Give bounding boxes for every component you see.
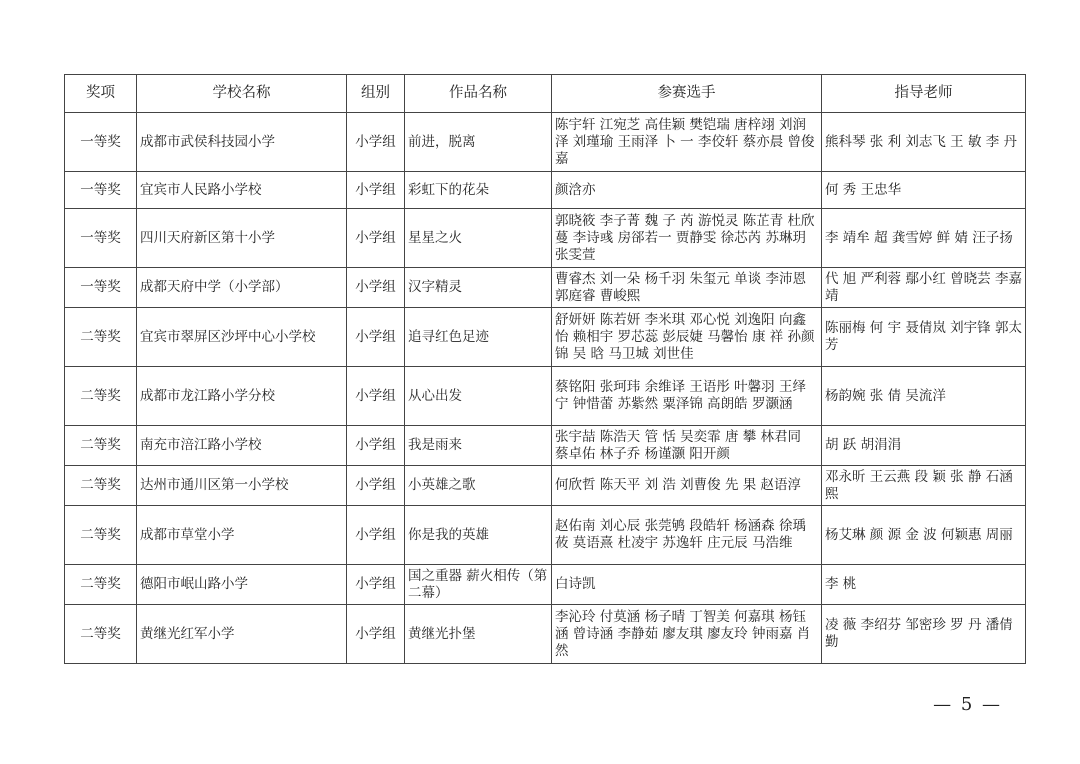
group-cell: 小学组 <box>347 268 405 308</box>
school-cell: 达州市通川区第一小学校 <box>137 466 347 506</box>
teachers-cell: 杨艾琳 颜 源 金 波 何颖惠 周丽 <box>822 506 1026 565</box>
award-cell: 一等奖 <box>65 172 137 209</box>
group-cell: 小学组 <box>347 209 405 268</box>
school-cell: 成都市龙江路小学分校 <box>137 367 347 426</box>
table-row <box>65 113 1026 172</box>
work-cell: 国之重器 薪火相传（第二幕） <box>405 565 552 605</box>
teachers-cell: 何 秀 王忠华 <box>822 172 1026 209</box>
work-cell: 汉字精灵 <box>405 268 552 308</box>
players-cell: 陈宇轩 江宛芝 高佳颖 樊铠瑞 唐梓翊 刘润泽 刘瑾瑜 王雨泽 卜 一 李佼轩 蔡亦晨 曾俊嘉 <box>552 113 822 172</box>
header-teachers: 指导老师 <box>822 75 1026 113</box>
group-cell: 小学组 <box>347 172 405 209</box>
award-cell: 二等奖 <box>65 367 137 426</box>
players-cell: 颜浛亦 <box>552 172 822 209</box>
table-row <box>65 426 1026 466</box>
school-cell: 四川天府新区第十小学 <box>137 209 347 268</box>
players-cell: 蔡铭阳 张珂玮 余维译 王语彤 叶馨羽 王绎宁 钟惜蕾 苏紫然 粟泽锦 高朗皓 罗灏涵 <box>552 367 822 426</box>
group-cell: 小学组 <box>347 506 405 565</box>
group-cell: 小学组 <box>347 367 405 426</box>
header-school: 学校名称 <box>137 75 347 113</box>
table-row <box>65 506 1026 565</box>
group-cell: 小学组 <box>347 426 405 466</box>
players-cell: 何欣哲 陈天平 刘 浩 刘曹俊 先 果 赵语淳 <box>552 466 822 506</box>
table-row <box>65 209 1026 268</box>
work-cell: 我是雨来 <box>405 426 552 466</box>
teachers-cell: 李 桃 <box>822 565 1026 605</box>
award-cell: 二等奖 <box>65 565 137 605</box>
work-cell: 彩虹下的花朵 <box>405 172 552 209</box>
school-cell: 德阳市岷山路小学 <box>137 565 347 605</box>
teachers-cell: 邓永昕 王云燕 段 颖 张 静 石涵熙 <box>822 466 1026 506</box>
table-row <box>65 268 1026 308</box>
group-cell: 小学组 <box>347 565 405 605</box>
players-cell: 舒妍妍 陈若妍 李米琪 邓心悦 刘逸阳 向鑫怡 赖相宇 罗芯蕊 彭辰婕 马馨怡 康 祥 孙颜锦 吴 晗 马卫城 刘世佳 <box>552 308 822 367</box>
teachers-cell: 陈丽梅 何 宇 聂倩岚 刘宇锋 郭太芳 <box>822 308 1026 367</box>
table-row <box>65 605 1026 664</box>
table-row <box>65 367 1026 426</box>
school-cell: 成都市草堂小学 <box>137 506 347 565</box>
table-row <box>65 172 1026 209</box>
school-cell: 黄继光红军小学 <box>137 605 347 664</box>
header-award: 奖项 <box>65 75 137 113</box>
work-cell: 从心出发 <box>405 367 552 426</box>
group-cell: 小学组 <box>347 605 405 664</box>
school-cell: 宜宾市翠屏区沙坪中心小学校 <box>137 308 347 367</box>
work-cell: 小英雄之歌 <box>405 466 552 506</box>
table-row <box>65 466 1026 506</box>
teachers-cell: 熊科琴 张 利 刘志飞 王 敏 李 丹 <box>822 113 1026 172</box>
players-cell: 郭晓筱 李子菁 魏 子 芮 游悦灵 陈芷青 杜欣蔓 李诗彧 房郤若一 贾静雯 徐芯芮 苏琳玥 张雯萱 <box>552 209 822 268</box>
players-cell: 曹睿杰 刘一朵 杨千羽 朱玺元 单谈 李沛恩 郭庭睿 曹峻熙 <box>552 268 822 308</box>
header-work: 作品名称 <box>405 75 552 113</box>
school-cell: 成都天府中学（小学部） <box>137 268 347 308</box>
header-players: 参赛选手 <box>552 75 822 113</box>
teachers-cell: 李 靖牟 超 龚雪婷 鲜 婧 汪子扬 <box>822 209 1026 268</box>
header-group: 组别 <box>347 75 405 113</box>
award-cell: 二等奖 <box>65 506 137 565</box>
award-cell: 二等奖 <box>65 426 137 466</box>
group-cell: 小学组 <box>347 466 405 506</box>
work-cell: 黄继光扑堡 <box>405 605 552 664</box>
teachers-cell: 杨韵婉 张 倩 吴流洋 <box>822 367 1026 426</box>
school-cell: 成都市武侯科技园小学 <box>137 113 347 172</box>
teachers-cell: 凌 薇 李绍芬 邹密珍 罗 丹 潘倩勤 <box>822 605 1026 664</box>
award-cell: 一等奖 <box>65 113 137 172</box>
table-row <box>65 308 1026 367</box>
school-cell: 南充市涪江路小学校 <box>137 426 347 466</box>
award-cell: 二等奖 <box>65 605 137 664</box>
awards-table <box>64 74 1026 664</box>
page-number: — 5 — <box>933 694 1002 715</box>
award-cell: 一等奖 <box>65 209 137 268</box>
players-cell: 李沁玲 付莫涵 杨子晴 丁智美 何嘉琪 杨钰涵 曾诗涵 李静茹 廖友琪 廖友玲 钟雨嘉 肖 然 <box>552 605 822 664</box>
teachers-cell: 胡 跃 胡涓涓 <box>822 426 1026 466</box>
school-cell: 宜宾市人民路小学校 <box>137 172 347 209</box>
award-cell: 二等奖 <box>65 308 137 367</box>
work-cell: 前进，脱离 <box>405 113 552 172</box>
group-cell: 小学组 <box>347 308 405 367</box>
group-cell: 小学组 <box>347 113 405 172</box>
award-cell: 一等奖 <box>65 268 137 308</box>
work-cell: 你是我的英雄 <box>405 506 552 565</box>
table-row <box>65 565 1026 605</box>
teachers-cell: 代 旭 严利蓉 鄢小红 曾晓芸 李嘉靖 <box>822 268 1026 308</box>
players-cell: 张宇喆 陈浩天 管 恬 吴奕霏 唐 攀 林君同 蔡卓佑 林子乔 杨谨灏 阳开颜 <box>552 426 822 466</box>
header-row <box>65 75 1026 113</box>
award-cell: 二等奖 <box>65 466 137 506</box>
work-cell: 星星之火 <box>405 209 552 268</box>
players-cell: 白诗凯 <box>552 565 822 605</box>
players-cell: 赵佑南 刘心辰 张莞鸲 段皓轩 杨涵森 徐瑀莜 莫语熹 杜凌宇 苏逸轩 庄元辰 马浩维 <box>552 506 822 565</box>
work-cell: 追寻红色足迹 <box>405 308 552 367</box>
